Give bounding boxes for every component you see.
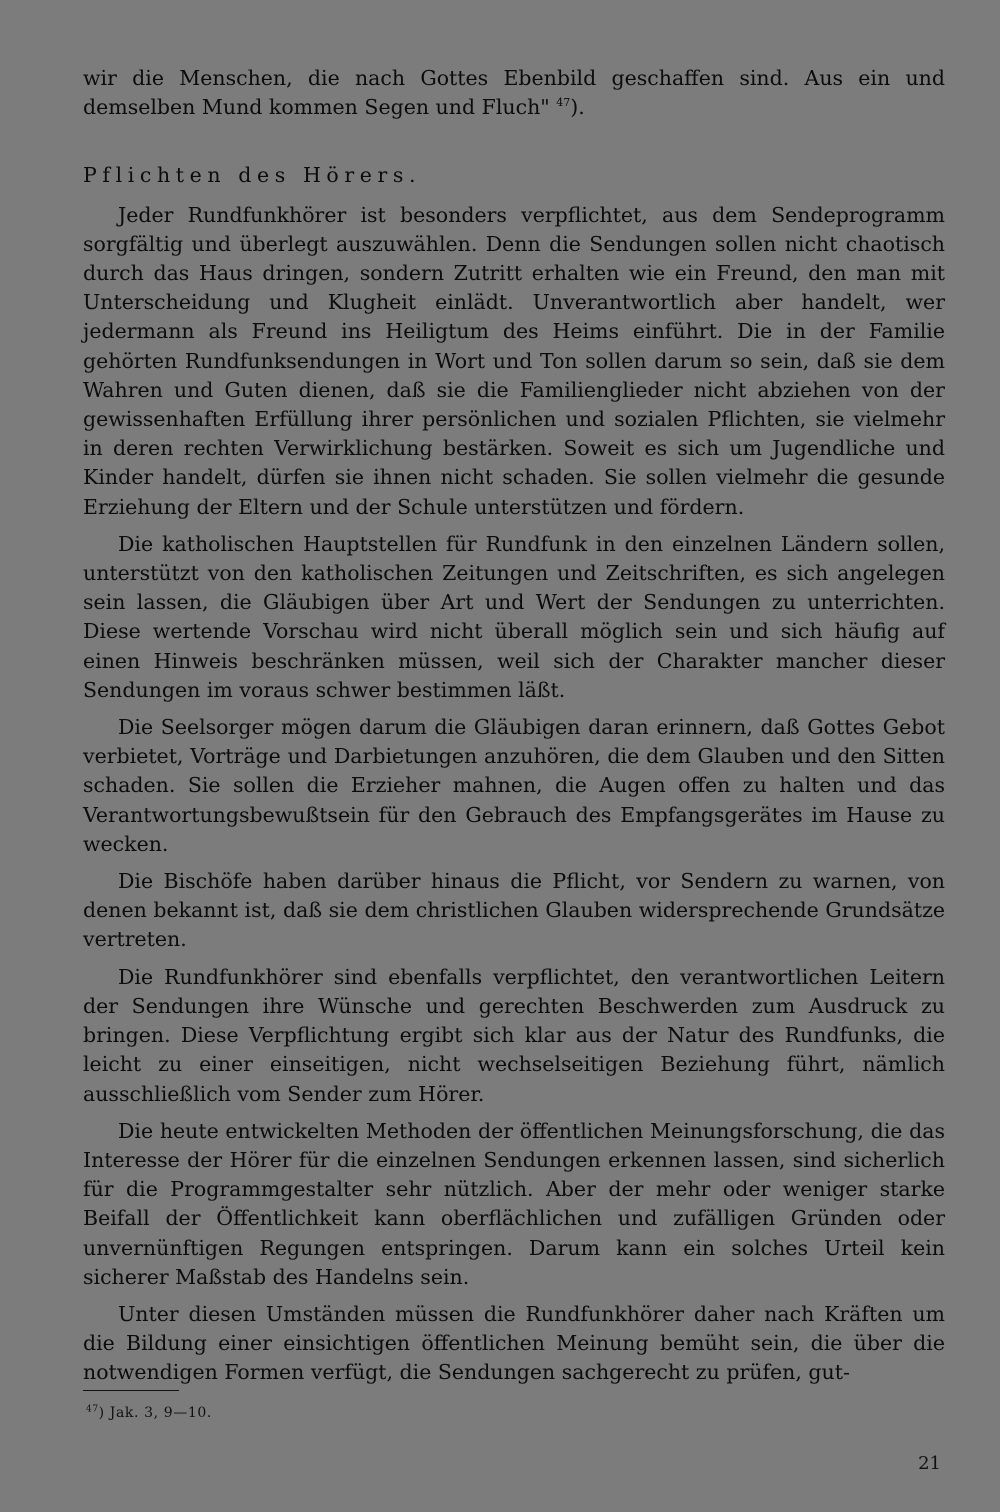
paragraph-catholic-offices: Die katholischen Hauptstellen für Rundfunk in den einzelnen Ländern sollen, unterstützt von den katholischen Zeitungen und Zeitschriften, es sich angelegen sein lassen, die Gläubigen über Art und Wert der Sendungen zu unterrichten. Diese wertende Vorschau wird nicht überall möglich sein und sich häufig auf einen Hinweis beschränken müssen, weil sich der Charakter mancher dieser Sendungen im voraus schwer bestimmen läßt. [83, 531, 945, 702]
footnote-marker: 47 [86, 1404, 99, 1415]
paragraph-pastors: Die Seelsorger mögen darum die Gläubigen daran erinnern, daß Gottes Gebot verbietet, Vorträge und Darbietungen anzuhören, die dem Glauben und den Sitten schaden. Sie sollen die Erzieher mahnen, die Augen offen zu halten und das Verantwortungsbewußtsein für den Gebrauch des Empfangsgerätes im Hause zu wecken. [83, 715, 945, 856]
paragraph-public-opinion: Unter diesen Umständen müssen die Rundfunkhörer daher nach Kräften um die Bildung einer einsichtigen öffentlichen Meinung bemüht sein, die über die notwendigen Formen verfügt, die Sendungen sachgerecht zu prüfen, gut- [83, 1301, 945, 1385]
paragraph-bishops: Die Bischöfe haben darüber hinaus die Pflicht, vor Sendern zu warnen, von denen bekannt ist, daß sie dem christlichen Glauben widersprechende Grundsätze vertreten. [83, 869, 945, 952]
footnote-reference: 47 [556, 96, 571, 110]
paragraph-reception-duty: Jeder Rundfunkhörer ist besonders verpflichtet, aus dem Sendeprogramm sorgfältig und überlegt auszuwählen. Denn die Sendungen sollen nicht chaotisch durch das Haus dringen, sondern Zutritt erhalten wie ein Freund, den man mit Unterscheidung und Klugheit einlädt. Unverantwortlich aber handelt, wer jedermann als Freund ins Heiligtum des Heims einführt. Die in der Familie gehörten Rundfunksendungen in Wort und Ton sollen darum so sein, daß sie dem Wahren und Guten dienen, daß sie die Familienglieder nicht abziehen von der gewissenhaften Erfüllung ihrer persönlichen und sozialen Pflichten, sie vielmehr in deren rechten Verwirklichung bestärken. Soweit es sich um Jugendliche und Kinder handelt, dürfen sie ihnen nicht schaden. Sie sollen vielmehr die gesunde Erziehung der Eltern und der Schule unterstützen und fördern. [83, 202, 945, 519]
paragraph-opinion-research: Die heute entwickelten Methoden der öffentlichen Meinungsforschung, die das Interesse der Hörer für die einzelnen Sendungen erkennen lassen, sind sicherlich für die Programmgestalter sehr nützlich. Aber der mehr oder weniger starke Beifall der Öffentlichkeit kann oberflächlichen und zufälligen Gründen oder unvernünftigen Regungen entspringen. Darum kann ein solches Urteil kein sicherer Maßstab des Handelns sein. [83, 1118, 945, 1289]
page-number: 21 [918, 1453, 941, 1474]
footnote-divider [83, 1390, 179, 1391]
document-page [83, 64, 945, 1388]
intro-text: wir die Menschen, die nach Gottes Ebenbild geschaffen sind. Aus ein und demselben Mund kommen Segen und Fluch" [83, 66, 945, 120]
paragraph-listener-obligation: Die Rundfunkhörer sind ebenfalls verpflichtet, den verantwortlichen Leitern der Sendungen ihre Wünsche und gerechten Beschwerden zum Ausdruck zu bringen. Diese Verpflichtung ergibt sich klar aus der Natur des Rundfunks, die leicht zu einer einseitigen, nicht wechselseitigen Beziehung führt, nämlich ausschließlich vom Sender zum Hörer. [83, 964, 945, 1106]
intro-paragraph [83, 64, 945, 122]
footnote-text: ) Jak. 3, 9—10. [98, 1405, 212, 1421]
footnote [86, 1404, 212, 1422]
section-heading: Pflichten des Hörers. [83, 163, 422, 188]
intro-tail: ). [570, 95, 585, 120]
